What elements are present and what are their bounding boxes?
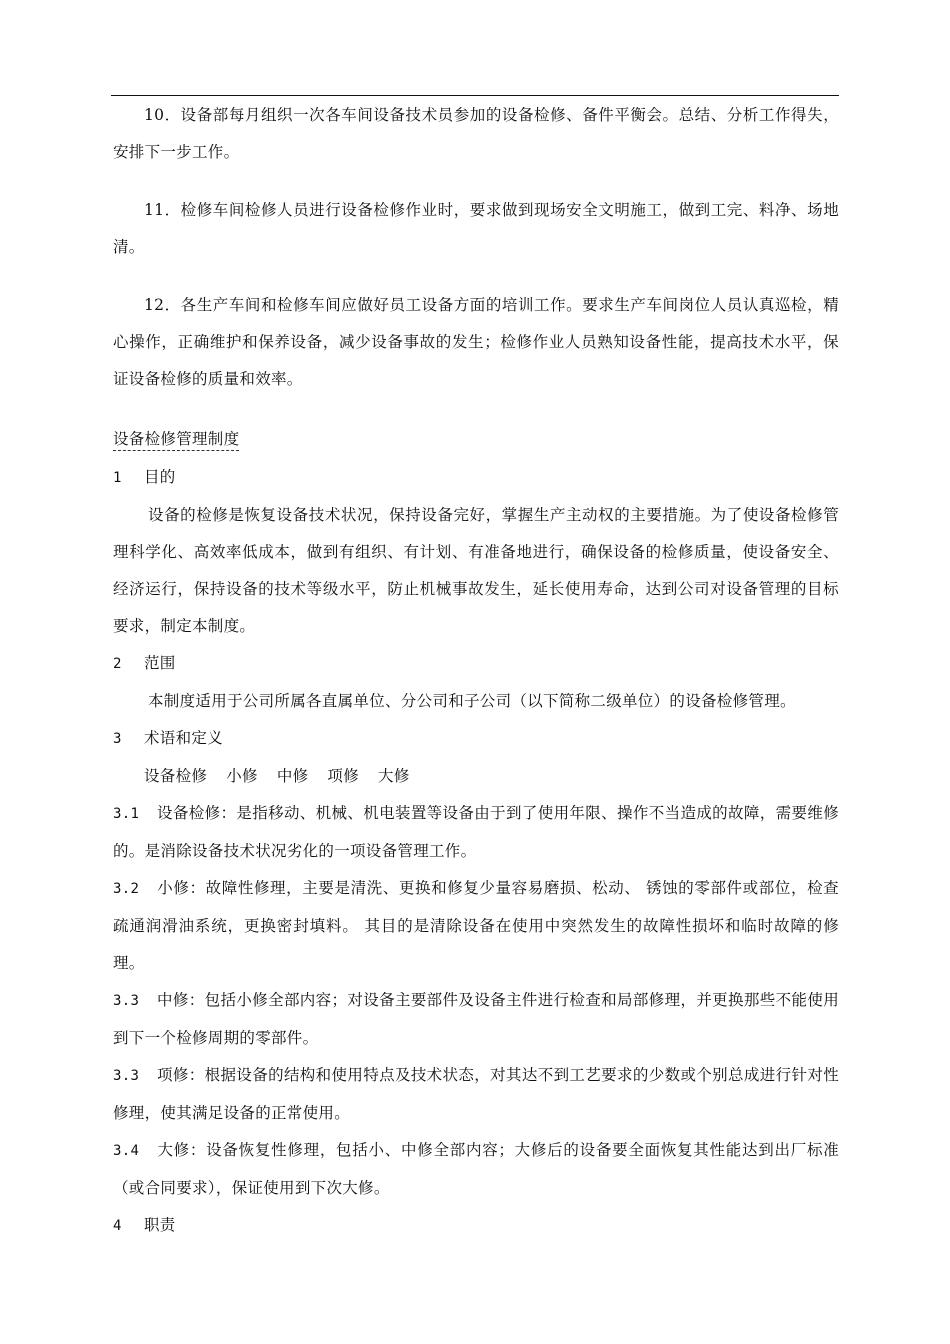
term-item: 中修: [276, 767, 309, 785]
definition-text: 中修：包括小修全部内容；对设备主要部件及设备主件进行检查和局部修理，并更换那些不能使用到下一个检修周期的零部件。: [113, 991, 839, 1047]
definition-number: 3.2: [113, 881, 140, 897]
paragraph-item-10: 10．设备部每月组织一次各车间设备技术员参加的设备检修、备件平衡会。总结、分析工作得失，安排下一步工作。: [113, 106, 839, 161]
section-2-number: 2: [113, 656, 122, 672]
section-1-body: 设备的检修是恢复设备技术状况，保持设备完好，掌握生产主动权的主要措施。为了使设备检修管理科学化、高效率低成本，做到有组织、有计划、有准备地进行，确保设备的检修质量，使设备安全、经济运行，保持设备的技术等级水平，防止机械事故发生，延长使用寿命，达到公司对设备管理的目标要求，制定本制度。: [113, 506, 839, 635]
section-1-heading: [113, 459, 839, 497]
section-4-number: 4: [113, 1218, 122, 1234]
definition-text: 设备检修：是指移动、机械、机电装置等设备由于到了使用年限、操作不当造成的故障，需要维修的。是消除设备技术状况劣化的一项设备管理工作。: [113, 804, 839, 860]
term-item: 大修: [378, 767, 410, 785]
definition-3-3-medium: [113, 982, 839, 1057]
section-1-title: 目的: [144, 468, 176, 486]
definition-number: 3.3: [113, 993, 140, 1009]
definition-3-2: [113, 870, 839, 982]
definition-3-1: [113, 795, 839, 870]
header-rule: [111, 95, 839, 96]
doc-title-line: [113, 421, 839, 459]
section-3-number: 3: [113, 731, 122, 747]
paragraph-item-11: 11．检修车间检修人员进行设备检修作业时，要求做到现场安全文明施工，做到工完、料净、场地清。: [113, 201, 839, 256]
definition-number: 3.3: [113, 1068, 140, 1084]
section-4-heading: [113, 1207, 839, 1245]
document-body: [113, 97, 839, 1245]
definition-3-4: [113, 1132, 839, 1207]
term-item: 小修: [226, 767, 258, 785]
section-3-heading: [113, 720, 839, 758]
definition-text: 项修：根据设备的结构和使用特点及技术状态，对其达不到工艺要求的少数或个别总成进行针对性修理，使其满足设备的正常使用。: [113, 1066, 839, 1122]
section-2-title: 范围: [144, 654, 176, 672]
doc-title: 设备检修管理制度: [113, 428, 239, 451]
definition-3-3-item: [113, 1057, 839, 1132]
definition-number: 3.4: [113, 1143, 140, 1159]
terms-list: [113, 758, 839, 795]
section-2-body: 本制度适用于公司所属各直属单位、分公司和子公司（以下简称二级单位）的设备检修管理。: [148, 692, 796, 710]
term-item: 项修: [327, 767, 360, 785]
definition-text: 小修：故障性修理，主要是清洗、更换和修复少量容易磨损、松动、 锈蚀的零部件或部位，检查疏通润滑油系统，更换密封填料。 其目的是清除设备在使用中突然发生的故障性损坏和临时故障的修理。: [113, 879, 839, 972]
section-3-title: 术语和定义: [144, 729, 224, 747]
section-4-title: 职责: [144, 1216, 176, 1234]
term-item: 设备检修: [144, 767, 208, 785]
definition-number: 3.1: [113, 806, 140, 822]
paragraph-item-12: 12．各生产车间和检修车间应做好员工设备方面的培训工作。要求生产车间岗位人员认真巡检，精心操作，正确维护和保养设备，减少设备事故的发生；检修作业人员熟知设备性能，提高技术水平，保证设备检修的质量和效率。: [113, 296, 839, 388]
definition-text: 大修：设备恢复性修理，包括小、中修全部内容；大修后的设备要全面恢复其性能达到出厂标准（或合同要求），保证使用到下次大修。: [113, 1141, 839, 1197]
section-1-number: 1: [113, 470, 122, 486]
section-2-heading: [113, 645, 839, 683]
